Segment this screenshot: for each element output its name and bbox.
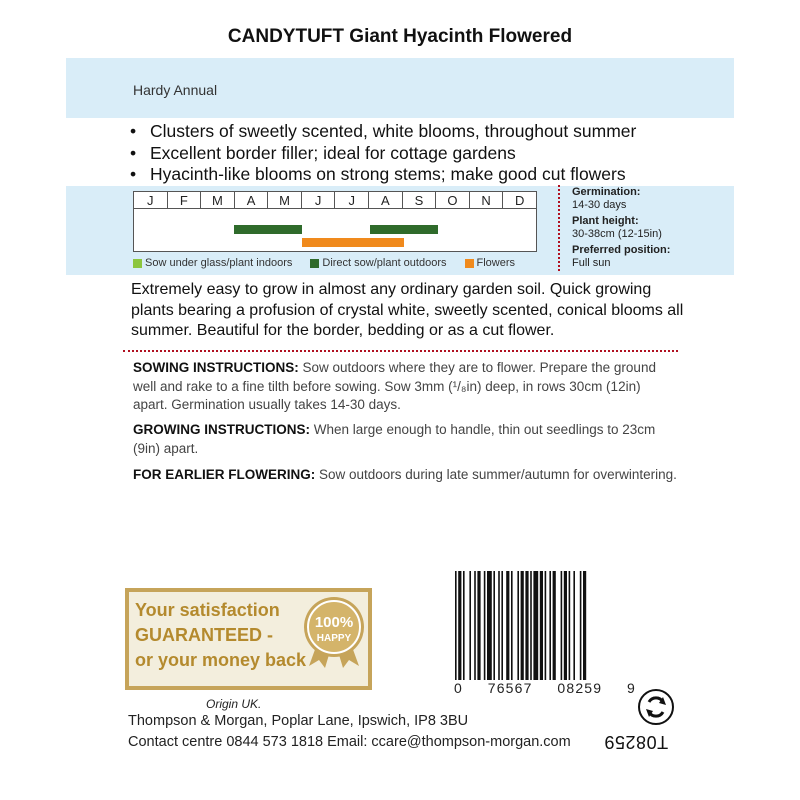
barcode-bar [484,571,486,680]
guarantee-line: GUARANTEED - [135,625,273,645]
barcode-bar [549,571,551,680]
product-code: T08259 [604,732,669,752]
origin-label: Origin UK. [206,697,262,711]
barcode-bar [458,571,461,680]
barcode-bar [540,571,543,680]
feature-item: • Excellent border filler; ideal for cottage gardens [130,142,516,163]
product-title: CANDYTUFT Giant Hyacinth Flowered [227,26,573,47]
month-label: S [403,192,437,208]
vertical-divider [558,185,560,271]
direct-sow-bar-spring [234,225,302,234]
calendar-legend [133,257,533,269]
horizontal-divider [123,350,678,352]
contact-details: Contact centre 0844 573 1818 Email: ccare@thompson-morgan.com [128,734,571,750]
barcode-bar [521,571,524,680]
badge-happy: HAPPY [316,633,352,644]
feature-list [130,121,636,186]
calendar-months [134,192,536,209]
earlier-flowering-instructions: FOR EARLIER FLOWERING: Sow outdoors during late summer/autumn for overwintering. [133,467,677,482]
flowering-bar [302,238,404,247]
position-info: Preferred position: Full sun [572,244,671,269]
barcode-bar [564,571,567,680]
barcode-bar [517,571,519,680]
guarantee-line: Your satisfaction [135,600,280,620]
sowing-calendar [133,191,537,252]
barcode-bar [583,571,586,680]
legend-swatch [310,259,319,268]
barcode-bar [474,571,476,680]
month-label: J [134,192,168,208]
height-info: Plant height: 30-38cm (12-15in) [572,215,662,240]
badge-percent: 100% [314,614,354,631]
direct-sow-bar-autumn [370,225,438,234]
month-label: J [335,192,369,208]
legend-indoors: Sow under glass/plant indoors [133,257,292,269]
germination-info: Germination: 14-30 days [572,186,641,211]
barcode-bar [469,571,471,680]
barcode-bar [533,571,538,680]
month-label: O [436,192,470,208]
month-label: M [201,192,235,208]
barcode-bar [525,571,528,680]
month-label: A [235,192,269,208]
legend-flowers: Flowers [465,257,516,269]
feature-item: • Clusters of sweetly scented, white blooms, throughout summer [130,121,637,141]
month-label: A [369,192,403,208]
barcode-bar [569,571,571,680]
barcode-number: 0 76567 08259 9 [454,680,636,696]
barcode-bar [498,571,500,680]
barcode-bar [477,571,480,680]
sowing-instructions: SOWING INSTRUCTIONS: Sow outdoors where they are to flower. Prepare the ground well and rake to a fine tilth before sowing. Sow 3mm (¹/₈in) deep, in rows 30cm (12in) apart. Germination usually takes 14-30 days. [133,360,656,412]
barcode-bar [487,571,492,680]
happy-badge-icon [297,594,371,668]
barcode-bar [580,571,582,680]
barcode-bar [501,571,503,680]
legend-outdoors: Direct sow/plant outdoors [310,257,446,269]
barcode-bar [553,571,556,680]
recycle-icon [637,688,675,726]
month-label: N [470,192,504,208]
barcode-bar [545,571,547,680]
feature-item: • Hyacinth-like blooms on strong stems; make good cut flowers [130,164,626,184]
barcode-bar [530,571,532,680]
guarantee-line: or your money back [135,650,307,670]
legend-swatch [465,259,474,268]
barcode-bar [493,571,495,680]
month-label: M [268,192,302,208]
barcode-bar [506,571,509,680]
company-address: Thompson & Morgan, Poplar Lane, Ipswich, IP8 3BU [128,713,469,729]
barcode-bar [455,571,457,680]
legend-swatch [133,259,142,268]
barcode-bar [511,571,513,680]
barcode-bar [573,571,575,680]
month-label: F [168,192,202,208]
barcode-bar [463,571,465,680]
growing-instructions: GROWING INSTRUCTIONS: When large enough to handle, thin out seedlings to 23cm (9in) apart. [133,422,656,456]
month-label: D [514,193,525,208]
plant-type: Hardy Annual [133,82,218,98]
growing-info [572,186,670,273]
barcode-bar [561,571,563,680]
product-description: Extremely easy to grow in almost any ordinary garden soil. Quick growing plants bearing a profusion of crystal white, sweetly scented, conical blooms all summer. Beautiful for the border, bedding or as a cut flower. [131,281,684,339]
barcode-icon [455,571,630,680]
month-label: J [302,192,336,208]
